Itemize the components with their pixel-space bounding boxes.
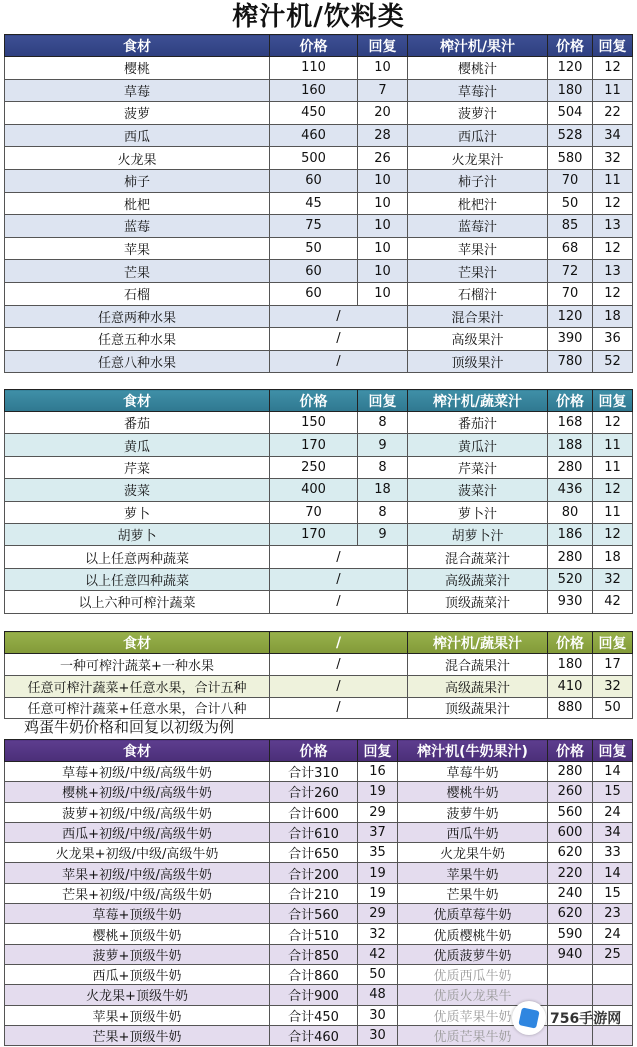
table-cell: 880: [548, 697, 593, 719]
table-cell: 高级蔬菜汁: [408, 568, 548, 590]
table-cell: 60: [270, 282, 358, 305]
table-cell: 50: [593, 697, 633, 719]
table-cell: 火龙果: [5, 147, 270, 170]
table-cell: 19: [358, 782, 398, 802]
table-row: [5, 147, 633, 170]
table-row: [5, 654, 633, 676]
table-row: [5, 802, 633, 822]
table-cell: 12: [593, 192, 633, 215]
table-cell: 29: [358, 802, 398, 822]
table-cell: 11: [593, 434, 633, 456]
table-cell: 70: [270, 501, 358, 523]
table-cell: 19: [358, 883, 398, 903]
table-cell: 24: [593, 802, 633, 822]
table-cell: 390: [548, 328, 593, 351]
table-cell: 180: [548, 79, 593, 102]
table-cell: /: [270, 654, 408, 676]
table-cell: 9: [358, 523, 408, 545]
table-cell: 任意可榨汁蔬菜+任意水果，合计五种: [5, 675, 270, 697]
table-cell: 11: [593, 501, 633, 523]
table-cell: 合计260: [270, 782, 358, 802]
table-cell: 任意可榨汁蔬菜+任意水果，合计八种: [5, 697, 270, 719]
table-cell: 450: [270, 102, 358, 125]
table-row: [5, 944, 633, 964]
table-row: [5, 479, 633, 501]
table-cell: /: [270, 546, 408, 568]
table-cell: 火龙果+顶级牛奶: [5, 985, 270, 1005]
table-cell: 菠萝+初级/中级/高级牛奶: [5, 802, 270, 822]
table-cell: 10: [358, 192, 408, 215]
table-cell: /: [270, 350, 408, 373]
table-cell: 504: [548, 102, 593, 125]
table-cell: 188: [548, 434, 593, 456]
table-cell: 枇杷汁: [408, 192, 548, 215]
table-header: 食材 / 榨汁机/蔬果汁 价格 回复: [5, 632, 633, 654]
table-cell: 10: [358, 57, 408, 80]
table-row: [5, 863, 633, 883]
table-row: [5, 456, 633, 478]
table-cell: 合计200: [270, 863, 358, 883]
table-cell: /: [270, 568, 408, 590]
table-cell: 42: [593, 591, 633, 613]
table-cell: 85: [548, 215, 593, 238]
table-cell: 樱桃+初级/中级/高级牛奶: [5, 782, 270, 802]
table-cell: 12: [593, 523, 633, 545]
table-cell: 14: [593, 863, 633, 883]
table-header: 食材 价格 回复 榨汁机/蔬菜汁 价格 回复: [5, 390, 633, 412]
table-cell: 草莓: [5, 79, 270, 102]
table-cell: 菠萝+顶级牛奶: [5, 944, 270, 964]
table-row: [5, 822, 633, 842]
table-cell: 180: [548, 654, 593, 676]
table-cell: 合计210: [270, 883, 358, 903]
table-cell: 260: [548, 782, 593, 802]
table-cell: 150: [270, 412, 358, 434]
table-cell: 70: [548, 282, 593, 305]
table-cell: 优质草莓牛奶: [398, 904, 548, 924]
table-cell: 780: [548, 350, 593, 373]
table-cell: 石榴: [5, 282, 270, 305]
table-cell: 8: [358, 456, 408, 478]
table-cell: 芒果+顶级牛奶: [5, 1025, 270, 1045]
table-cell: 930: [548, 591, 593, 613]
table-header: 食材 价格 回复 榨汁机(牛奶果汁) 价格 回复: [5, 740, 633, 762]
table-cell: 170: [270, 523, 358, 545]
table-cell: 一种可榨汁蔬菜+一种水果: [5, 654, 270, 676]
table-cell: 18: [358, 479, 408, 501]
table-row: [5, 169, 633, 192]
table-cell: 520: [548, 568, 593, 590]
table-row: [5, 568, 633, 590]
table-cell: 22: [593, 102, 633, 125]
table-cell: 400: [270, 479, 358, 501]
table-cell: 42: [358, 944, 398, 964]
table-cell: 芹菜汁: [408, 456, 548, 478]
table-cell: 西瓜+初级/中级/高级牛奶: [5, 822, 270, 842]
table-cell: 合计460: [270, 1025, 358, 1045]
table-cell: 75: [270, 215, 358, 238]
table-cell: 合计560: [270, 904, 358, 924]
table-cell: 30: [358, 1025, 398, 1045]
table-cell: 优质火龙果牛: [398, 985, 548, 1005]
table-cell: 芹菜: [5, 456, 270, 478]
table-cell: 樱桃牛奶: [398, 782, 548, 802]
table-cell: 柿子汁: [408, 169, 548, 192]
table-cell: 11: [593, 456, 633, 478]
table-cell: 120: [548, 305, 593, 328]
table-cell: 10: [358, 215, 408, 238]
table-cell: 10: [358, 169, 408, 192]
table-cell: 优质苹果牛奶: [398, 1005, 548, 1025]
veg-juice-table: [4, 389, 633, 614]
table-cell: 560: [548, 802, 593, 822]
table-cell: 西瓜: [5, 124, 270, 147]
table-cell: 合计310: [270, 762, 358, 782]
table-cell: 苹果+初级/中级/高级牛奶: [5, 863, 270, 883]
cube-logo-icon: [512, 1001, 546, 1035]
table-cell: 菠菜汁: [408, 479, 548, 501]
table-cell: 9: [358, 434, 408, 456]
table-cell: 220: [548, 863, 593, 883]
table-cell: 32: [593, 675, 633, 697]
table-cell: 72: [548, 260, 593, 283]
table-cell: 25: [593, 944, 633, 964]
table-row: [5, 675, 633, 697]
table-cell: 590: [548, 924, 593, 944]
table-cell: 34: [593, 822, 633, 842]
table-cell: 620: [548, 843, 593, 863]
table-cell: 萝卜汁: [408, 501, 548, 523]
table-cell: 10: [358, 260, 408, 283]
table-cell: 黄瓜: [5, 434, 270, 456]
table-cell: 樱桃+顶级牛奶: [5, 924, 270, 944]
table-row: [5, 924, 633, 944]
table-cell: 合计900: [270, 985, 358, 1005]
table-cell: 10: [358, 282, 408, 305]
table-cell: 436: [548, 479, 593, 501]
table-cell: 528: [548, 124, 593, 147]
table-cell: 任意八种水果: [5, 350, 270, 373]
table-row: [5, 523, 633, 545]
table-cell: 940: [548, 944, 593, 964]
table-cell: 以上任意两种蔬菜: [5, 546, 270, 568]
table-cell: 任意五种水果: [5, 328, 270, 351]
table-row: [5, 964, 633, 984]
table-cell: 菠萝: [5, 102, 270, 125]
table-cell: 合计850: [270, 944, 358, 964]
table-cell: 芒果+初级/中级/高级牛奶: [5, 883, 270, 903]
table-cell: 15: [593, 782, 633, 802]
table-cell: /: [270, 697, 408, 719]
table-cell: 芒果牛奶: [398, 883, 548, 903]
table-row: [5, 237, 633, 260]
table-cell: 以上任意四种蔬菜: [5, 568, 270, 590]
table-cell: 410: [548, 675, 593, 697]
table-cell: 混合果汁: [408, 305, 548, 328]
table-cell: 15: [593, 883, 633, 903]
fruit-juice-table: [4, 34, 633, 373]
table-cell: [548, 964, 593, 984]
table-cell: 顶级果汁: [408, 350, 548, 373]
table-cell: 草莓+初级/中级/高级牛奶: [5, 762, 270, 782]
table-cell: 12: [593, 412, 633, 434]
table-row: [5, 883, 633, 903]
table-row: [5, 282, 633, 305]
table-cell: 50: [358, 964, 398, 984]
table-cell: 优质芒果牛奶: [398, 1025, 548, 1045]
table-cell: 36: [593, 328, 633, 351]
table-cell: 7: [358, 79, 408, 102]
table-row: [5, 782, 633, 802]
table-cell: 萝卜: [5, 501, 270, 523]
table-row: [5, 124, 633, 147]
table-cell: 番茄汁: [408, 412, 548, 434]
table-cell: 12: [593, 237, 633, 260]
table-row: [5, 591, 633, 613]
table-cell: 20: [358, 102, 408, 125]
table-cell: 苹果+顶级牛奶: [5, 1005, 270, 1025]
table-cell: 11: [593, 79, 633, 102]
table-cell: 110: [270, 57, 358, 80]
table-cell: 以上六种可榨汁蔬菜: [5, 591, 270, 613]
table-cell: 草莓牛奶: [398, 762, 548, 782]
table-cell: 14: [593, 762, 633, 782]
table-cell: 50: [548, 192, 593, 215]
table-cell: 优质菠萝牛奶: [398, 944, 548, 964]
table-cell: 顶级蔬菜汁: [408, 591, 548, 613]
table-cell: /: [270, 305, 408, 328]
table-cell: 枇杷: [5, 192, 270, 215]
table-cell: 32: [593, 568, 633, 590]
table-cell: 28: [358, 124, 408, 147]
table-cell: 西瓜+顶级牛奶: [5, 964, 270, 984]
table-cell: 26: [358, 147, 408, 170]
table-row: [5, 350, 633, 373]
table-cell: /: [270, 591, 408, 613]
table-cell: 菠菜: [5, 479, 270, 501]
table-cell: 34: [593, 124, 633, 147]
table-cell: 合计450: [270, 1005, 358, 1025]
table-row: [5, 546, 633, 568]
page-title: 榨汁机/饮料类: [232, 2, 405, 32]
table-cell: 胡萝卜: [5, 523, 270, 545]
table-cell: 10: [358, 237, 408, 260]
table-row: [5, 57, 633, 80]
table-cell: 合计600: [270, 802, 358, 822]
table-cell: 160: [270, 79, 358, 102]
table-cell: 高级蔬果汁: [408, 675, 548, 697]
table-cell: /: [270, 675, 408, 697]
table-cell: 68: [548, 237, 593, 260]
table-cell: 120: [548, 57, 593, 80]
table-cell: 33: [593, 843, 633, 863]
table-cell: 菠萝汁: [408, 102, 548, 125]
table-cell: 混合蔬菜汁: [408, 546, 548, 568]
table-cell: 黄瓜汁: [408, 434, 548, 456]
table-header: 食材 价格 回复 榨汁机/果汁 价格 回复: [5, 35, 633, 57]
table-cell: 11: [593, 169, 633, 192]
table-cell: 23: [593, 904, 633, 924]
table-row: [5, 192, 633, 215]
table-cell: 60: [270, 169, 358, 192]
table-cell: 蓝莓: [5, 215, 270, 238]
table-cell: 菠萝牛奶: [398, 802, 548, 822]
table-cell: 樱桃汁: [408, 57, 548, 80]
table-cell: 52: [593, 350, 633, 373]
table-cell: 600: [548, 822, 593, 842]
table-cell: 12: [593, 479, 633, 501]
table-cell: 12: [593, 57, 633, 80]
table-cell: 16: [358, 762, 398, 782]
table-cell: 45: [270, 192, 358, 215]
table-cell: 250: [270, 456, 358, 478]
table-cell: 高级果汁: [408, 328, 548, 351]
table-cell: 优质西瓜牛奶: [398, 964, 548, 984]
table-cell: 苹果汁: [408, 237, 548, 260]
table-cell: [593, 964, 633, 984]
table-cell: 西瓜汁: [408, 124, 548, 147]
table-cell: 32: [593, 147, 633, 170]
mixed-juice-table: [4, 631, 633, 719]
table-cell: 19: [358, 863, 398, 883]
watermark-text: 756手游网: [550, 1011, 622, 1027]
table-cell: 合计650: [270, 843, 358, 863]
table-cell: /: [270, 328, 408, 351]
table-cell: 13: [593, 260, 633, 283]
table-cell: 任意两种水果: [5, 305, 270, 328]
table-cell: 12: [593, 282, 633, 305]
table-cell: 胡萝卜汁: [408, 523, 548, 545]
table-row: [5, 501, 633, 523]
table-cell: 火龙果汁: [408, 147, 548, 170]
table-cell: 620: [548, 904, 593, 924]
table-row: [5, 412, 633, 434]
table-cell: 170: [270, 434, 358, 456]
table-cell: 苹果: [5, 237, 270, 260]
table-cell: 24: [593, 924, 633, 944]
table-cell: 西瓜牛奶: [398, 822, 548, 842]
table-cell: 18: [593, 305, 633, 328]
table-cell: 240: [548, 883, 593, 903]
table-cell: 蓝莓汁: [408, 215, 548, 238]
table-cell: 460: [270, 124, 358, 147]
table-cell: 29: [358, 904, 398, 924]
table-cell: 8: [358, 501, 408, 523]
table-cell: 芒果汁: [408, 260, 548, 283]
table-row: [5, 102, 633, 125]
table-cell: 32: [358, 924, 398, 944]
table-cell: 石榴汁: [408, 282, 548, 305]
table-cell: 草莓+顶级牛奶: [5, 904, 270, 924]
table-cell: 樱桃: [5, 57, 270, 80]
table-cell: 168: [548, 412, 593, 434]
table-row: [5, 762, 633, 782]
table-cell: 8: [358, 412, 408, 434]
table-cell: 60: [270, 260, 358, 283]
table-cell: 草莓汁: [408, 79, 548, 102]
table-cell: 186: [548, 523, 593, 545]
table-row: [5, 260, 633, 283]
table-cell: 17: [593, 654, 633, 676]
table-cell: 37: [358, 822, 398, 842]
table-cell: 48: [358, 985, 398, 1005]
table-cell: 柿子: [5, 169, 270, 192]
table-cell: 合计610: [270, 822, 358, 842]
table-cell: 顶级蔬果汁: [408, 697, 548, 719]
watermark: [512, 992, 636, 1044]
table-cell: 500: [270, 147, 358, 170]
table-cell: 番茄: [5, 412, 270, 434]
table-cell: 合计860: [270, 964, 358, 984]
table-cell: 35: [358, 843, 398, 863]
table-cell: 18: [593, 546, 633, 568]
table-cell: 火龙果牛奶: [398, 843, 548, 863]
table-cell: 70: [548, 169, 593, 192]
table-cell: 280: [548, 456, 593, 478]
table-cell: 280: [548, 762, 593, 782]
table-row: [5, 434, 633, 456]
table-row: [5, 79, 633, 102]
table-cell: 合计510: [270, 924, 358, 944]
table-cell: 混合蔬果汁: [408, 654, 548, 676]
table-row: [5, 305, 633, 328]
table-cell: 13: [593, 215, 633, 238]
table-cell: 芒果: [5, 260, 270, 283]
table-cell: 50: [270, 237, 358, 260]
table-row: [5, 904, 633, 924]
table-row: [5, 328, 633, 351]
milk-note: 鸡蛋牛奶价格和回复以初级为例: [24, 718, 235, 736]
table-cell: 火龙果+初级/中级/高级牛奶: [5, 843, 270, 863]
table-row: [5, 215, 633, 238]
table-cell: 苹果牛奶: [398, 863, 548, 883]
table-cell: 30: [358, 1005, 398, 1025]
table-cell: 580: [548, 147, 593, 170]
table-cell: 80: [548, 501, 593, 523]
table-row: [5, 843, 633, 863]
table-cell: 280: [548, 546, 593, 568]
table-cell: 优质樱桃牛奶: [398, 924, 548, 944]
